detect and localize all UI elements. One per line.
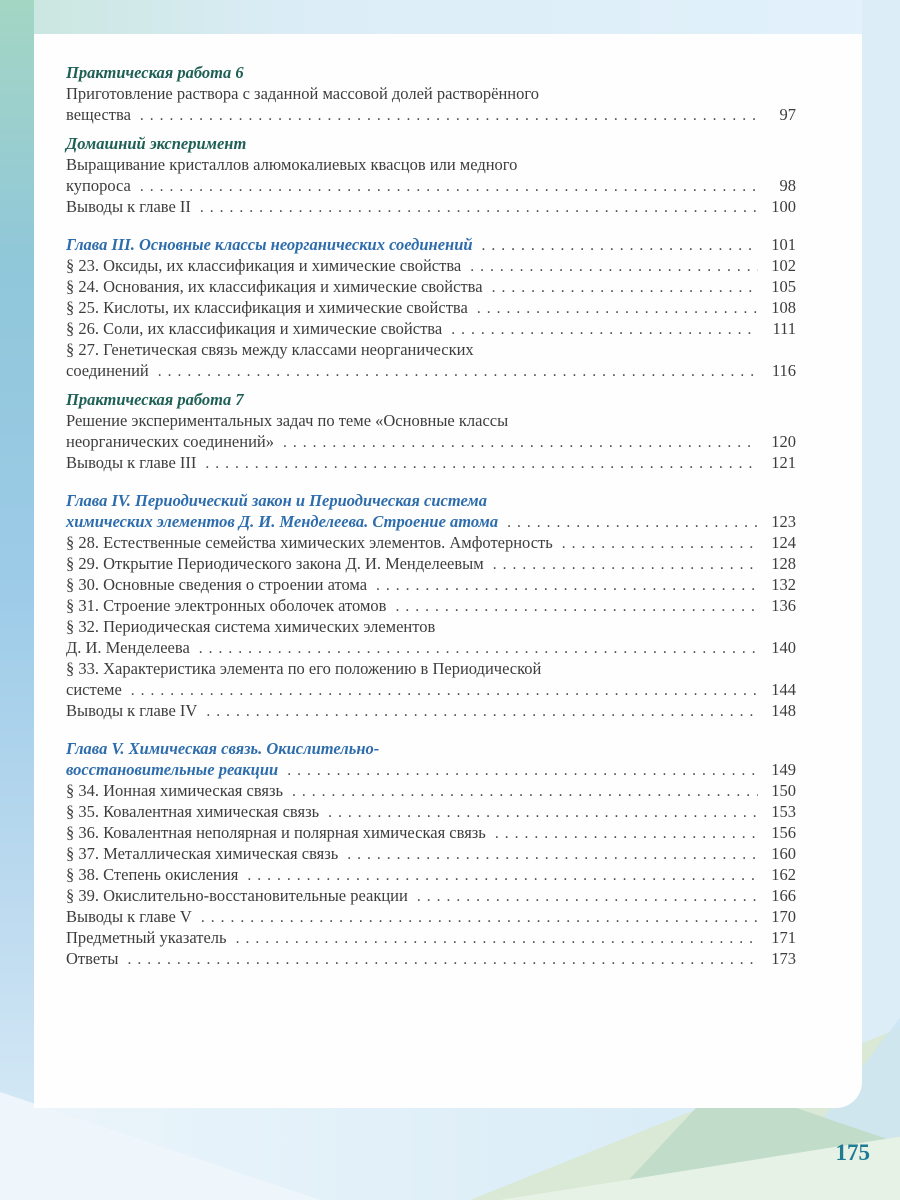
toc-page-number: 136: [771, 596, 796, 615]
toc-page-number: 162: [771, 865, 796, 884]
toc-row: [66, 154, 796, 175]
toc-page-number: 173: [771, 949, 796, 968]
toc-row: [66, 389, 796, 410]
dots-leader: [292, 780, 758, 802]
toc-entry-text: восстановительные реакции: [66, 760, 279, 779]
toc-row: [66, 738, 796, 759]
toc-row: [66, 906, 796, 927]
toc-row: [66, 885, 796, 906]
toc-entry-text: Решение экспериментальных задач по теме «Основные классы: [66, 411, 509, 430]
dots-leader: [201, 906, 758, 928]
dots-leader: [158, 360, 758, 382]
toc-page-number: 108: [771, 298, 796, 317]
dots-leader: [482, 234, 758, 256]
dots-leader: [127, 948, 758, 970]
toc-entry-text: § 27. Генетическая связь между классами неорганических: [66, 340, 474, 359]
toc-page-number: 124: [771, 533, 796, 552]
toc-entry-text: Глава IV. Периодический закон и Периодическая система: [66, 491, 487, 510]
toc-page-number: 132: [771, 575, 796, 594]
toc-page-number: 166: [771, 886, 796, 905]
toc-row: [66, 780, 796, 801]
toc-row: [66, 595, 796, 616]
toc-entry-text: Выводы к главе II: [66, 197, 191, 216]
toc-page-number: 102: [771, 256, 796, 275]
toc-entry-text: § 25. Кислоты, их классификация и химические свойства: [66, 298, 468, 317]
dots-leader: [247, 864, 758, 886]
toc-entry-text: Ответы: [66, 949, 119, 968]
page-sheet: [34, 34, 862, 1108]
toc-row: [66, 83, 796, 104]
toc-row: [66, 175, 796, 196]
toc-row: [66, 410, 796, 431]
toc-row: [66, 431, 796, 452]
toc-row: [66, 658, 796, 679]
toc-page-number: 100: [771, 197, 796, 216]
dots-leader: [451, 318, 758, 340]
toc-page-number: 149: [771, 760, 796, 779]
dots-leader: [206, 700, 758, 722]
toc-page-number: 97: [779, 105, 796, 124]
toc-entry-text: § 28. Естественные семейства химических элементов. Амфотерность: [66, 533, 553, 552]
toc-row: [66, 318, 796, 339]
dots-leader: [470, 255, 758, 277]
toc-row: [66, 360, 796, 381]
toc-page-number: 121: [771, 453, 796, 472]
toc-entry-text: Практическая работа 6: [66, 63, 244, 82]
toc-entry-text: Глава V. Химическая связь. Окислительно-: [66, 739, 380, 758]
toc-page-number: 160: [771, 844, 796, 863]
toc-page-number: 148: [771, 701, 796, 720]
toc-entry-text: § 34. Ионная химическая связь: [66, 781, 284, 800]
toc-entry-text: § 38. Степень окисления: [66, 865, 239, 884]
toc-row: [66, 801, 796, 822]
toc-entry-text: Выращивание кристаллов алюмокалиевых квасцов или медного: [66, 155, 518, 174]
dots-leader: [477, 297, 758, 319]
toc-page-number: 144: [771, 680, 796, 699]
toc-page-number: 153: [771, 802, 796, 821]
toc-entry-text: соединений: [66, 361, 149, 380]
toc-page-number: 120: [771, 432, 796, 451]
toc-page-number: 111: [772, 319, 796, 338]
toc-row: [66, 822, 796, 843]
cover-top-band: [0, 0, 900, 34]
toc-entry-text: § 37. Металлическая химическая связь: [66, 844, 339, 863]
toc-row: [66, 297, 796, 318]
toc-row: [66, 927, 796, 948]
dots-leader: [199, 637, 758, 659]
toc-row: [66, 759, 796, 780]
toc-row: [66, 490, 796, 511]
toc-row: [66, 700, 796, 721]
toc-row: [66, 616, 796, 637]
toc-entry-text: § 35. Ковалентная химическая связь: [66, 802, 320, 821]
dots-leader: [493, 553, 758, 575]
toc-row: [66, 234, 796, 255]
toc-row: [66, 843, 796, 864]
toc-entry-text: Выводы к главе IV: [66, 701, 198, 720]
dots-leader: [495, 822, 758, 844]
toc-page-number: 116: [771, 361, 796, 380]
toc-page-number: 170: [771, 907, 796, 926]
dots-leader: [200, 196, 758, 218]
toc-entry-text: § 30. Основные сведения о строении атома: [66, 575, 368, 594]
toc-row: [66, 276, 796, 297]
toc-row: [66, 339, 796, 360]
toc-entry-text: Глава III. Основные классы неорганических соединений: [66, 235, 473, 254]
toc-row: [66, 452, 796, 473]
toc-page-number: 123: [771, 512, 796, 531]
toc-row: [66, 574, 796, 595]
dots-leader: [205, 452, 758, 474]
dots-leader: [283, 431, 758, 453]
dots-leader: [492, 276, 758, 298]
toc-row: [66, 104, 796, 125]
dots-leader: [376, 574, 758, 596]
toc-row: [66, 196, 796, 217]
dots-leader: [395, 595, 758, 617]
dots-leader: [236, 927, 758, 949]
toc-row: [66, 255, 796, 276]
toc-entry-text: Д. И. Менделеева: [66, 638, 190, 657]
dots-leader: [562, 532, 758, 554]
toc-page-number: 156: [771, 823, 796, 842]
toc-entry-text: купороса: [66, 176, 131, 195]
dots-leader: [131, 679, 758, 701]
toc-page-number: 171: [771, 928, 796, 947]
toc-entry-text: Предметный указатель: [66, 928, 227, 947]
toc-entry-text: § 36. Ковалентная неполярная и полярная химическая связь: [66, 823, 486, 842]
toc-page-number: 101: [771, 235, 796, 254]
dots-leader: [328, 801, 758, 823]
dots-leader: [140, 104, 758, 126]
toc-list: [34, 34, 862, 969]
toc-row: [66, 62, 796, 83]
dots-leader: [417, 885, 758, 907]
dots-leader: [287, 759, 758, 781]
toc-page-number: 105: [771, 277, 796, 296]
toc-entry-text: неорганических соединений»: [66, 432, 274, 451]
toc-row: [66, 532, 796, 553]
toc-page-number: 98: [779, 176, 796, 195]
toc-entry-text: Приготовление раствора с заданной массовой долей растворённого: [66, 84, 539, 103]
toc-page-number: 128: [771, 554, 796, 573]
toc-row: [66, 637, 796, 658]
toc-entry-text: § 32. Периодическая система химических элементов: [66, 617, 436, 636]
toc-page-number: 140: [771, 638, 796, 657]
toc-entry-text: Домашний эксперимент: [66, 134, 247, 153]
corner-page-number: 175: [835, 1140, 870, 1165]
toc-row: [66, 553, 796, 574]
toc-row: [66, 511, 796, 532]
cover-left-band: [0, 0, 34, 1200]
toc-entry-text: химических элементов Д. И. Менделеева. Строение атома: [66, 512, 499, 531]
cover-right-band: [862, 0, 900, 1200]
toc-entry-text: вещества: [66, 105, 131, 124]
toc-row: [66, 133, 796, 154]
dots-leader: [140, 175, 758, 197]
toc-entry-text: § 23. Оксиды, их классификация и химические свойства: [66, 256, 462, 275]
toc-page-number: 150: [771, 781, 796, 800]
toc-entry-text: § 39. Окислительно-восстановительные реакции: [66, 886, 408, 905]
toc-entry-text: Выводы к главе V: [66, 907, 192, 926]
toc-entry-text: § 26. Соли, их классификация и химические свойства: [66, 319, 443, 338]
toc-entry-text: Практическая работа 7: [66, 390, 244, 409]
toc-entry-text: Выводы к главе III: [66, 453, 197, 472]
toc-entry-text: системе: [66, 680, 122, 699]
toc-entry-text: § 31. Строение электронных оболочек атомов: [66, 596, 387, 615]
toc-row: [66, 864, 796, 885]
toc-row: [66, 679, 796, 700]
toc-row: [66, 948, 796, 969]
toc-entry-text: § 29. Открытие Периодического закона Д. И. Менделеевым: [66, 554, 484, 573]
dots-leader: [347, 843, 758, 865]
toc-entry-text: § 24. Основания, их классификация и химические свойства: [66, 277, 483, 296]
dots-leader: [507, 511, 758, 533]
toc-entry-text: § 33. Характеристика элемента по его положению в Периодической: [66, 659, 542, 678]
